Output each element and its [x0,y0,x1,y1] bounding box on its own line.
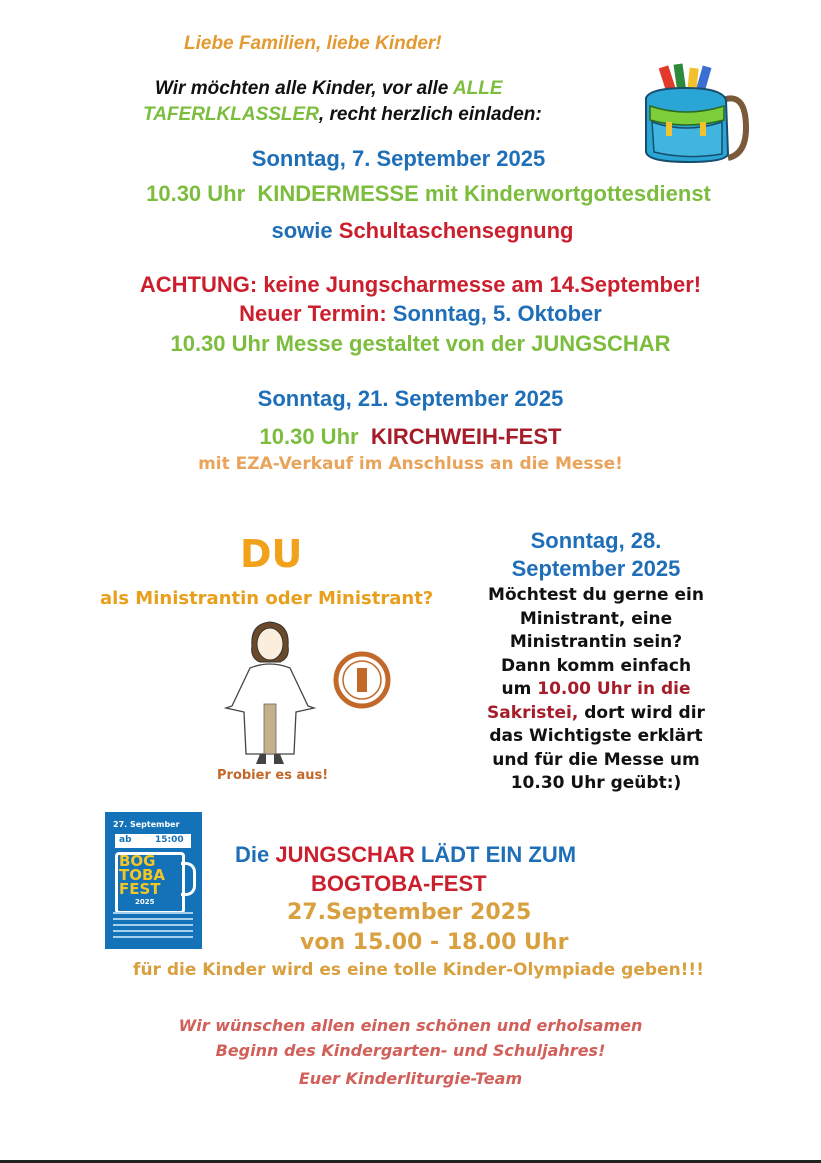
ministrant-emblem-icon [332,650,392,710]
poster-text-rule [113,930,193,932]
event1-blessing-line [12,218,821,244]
event1-date: Sonntag, 7. September 2025 [251,146,546,171]
notice-new-date: Sonntag, 5. Oktober [392,301,602,326]
event3-date-2: September 2025 [511,556,681,581]
notice-new-date-line [10,301,821,327]
event3-line-5 [468,678,724,702]
notice-warning: ACHTUNG: keine Jungscharmesse am 14.September! [139,272,702,297]
event3-date-1: Sonntag, 28. [530,528,662,553]
ministrant-illustration [100,528,442,790]
poster-year: 2025 [135,898,155,906]
event3-line-8: und für die Messe um [492,749,700,770]
event3-line-5a: um [501,679,538,699]
invite-line-2 [143,104,542,126]
event1-title: KINDERMESSE mit Kinderwortgottesdienst [257,181,711,206]
event2-title-line [0,424,821,450]
event2-title: KIRCHWEIH-FEST [370,424,562,449]
closing-line-2: Beginn des Kindergarten- und Schuljahres! [215,1041,606,1060]
event4-olympiade: für die Kinder wird es eine tolle Kinder-Olympiade geben!!! [133,960,704,980]
du-heading: DU [240,532,303,576]
closing-line-1: Wir wünschen allen einen schönen und erholsamen [178,1016,643,1035]
poster-text-rule [113,924,193,926]
poster-title-2: TOBA [119,866,166,884]
event3-line-3: Ministrantin sein? [509,632,683,652]
ministrant-tagline: als Ministrantin oder Ministrant? [100,588,434,609]
poster-time: 15:00 [155,835,184,845]
event2-date: Sonntag, 21. September 2025 [257,386,564,411]
notice-mass: 10.30 Uhr Messe gestaltet von der JUNGSCHAR [170,331,671,356]
event3-line-7: das Wichtigste erklärt [489,726,703,746]
event1-conj: sowie [271,218,333,243]
event4-die: Die [235,842,276,867]
event4-date: 27.September 2025 [287,900,532,925]
event3-line-6 [468,702,724,726]
event3-line-6a: Sakristei, [487,702,579,723]
event3-line-5b: 10.00 Uhr in die [537,679,691,699]
poster-time-bar [115,834,191,848]
poster-title [119,854,165,896]
event1-time: 10.30 Uhr [146,181,246,206]
ministrant-figure-icon [210,616,330,766]
closing-signature: Euer Kinderliturgie-Team [298,1069,523,1088]
poster-title-1: BOG [119,852,156,870]
event4-title: BOGTOBA-FEST [311,871,487,896]
invite-line-1 [155,78,503,100]
greeting: Liebe Familien, liebe Kinder! [184,33,442,54]
invite-highlight: ALLE [452,78,503,99]
event4-laedt: LÄDT EIN ZUM [414,842,577,867]
event3-line-6b: dort wird dir [578,702,705,723]
taferlklassler: TAFERLKLASSLER [143,104,319,125]
poster-date: 27. September [113,820,180,829]
bogtoba-poster [105,812,202,949]
poster-text-rule [113,936,193,938]
event4-jungschar: JUNGSCHAR [275,842,415,867]
invite-text-2: , recht herzlich einladen: [318,104,542,125]
poster-ab: ab [119,835,132,845]
event3-line-4: Dann komm einfach [500,655,692,676]
invite-text: Wir möchten alle Kinder, vor alle [155,78,453,99]
event3-line-1: Möchtest du gerne ein [488,585,704,605]
event4-time: von 15.00 - 18.00 Uhr [300,930,569,955]
event2-sub: mit EZA-Verkauf im Anschluss an die Messe! [198,454,623,474]
poster-text-rule [113,912,193,914]
event1-title-line [18,181,821,207]
event3-line-2: Ministrant, eine [519,608,673,629]
poster-text-rule [113,918,193,920]
event3-line-9: 10.30 Uhr geübt:) [510,773,682,793]
event3-body [468,584,724,796]
event4-line-1 [235,842,576,868]
poster-mug-handle-icon [181,862,196,896]
ministrant-caption: Probier es aus! [217,768,329,783]
event2-time: 10.30 Uhr [259,424,359,449]
notice-new-label: Neuer Termin: [239,301,387,326]
poster-title-3: FEST [119,880,161,898]
event1-blessing: Schultaschensegnung [338,218,574,243]
